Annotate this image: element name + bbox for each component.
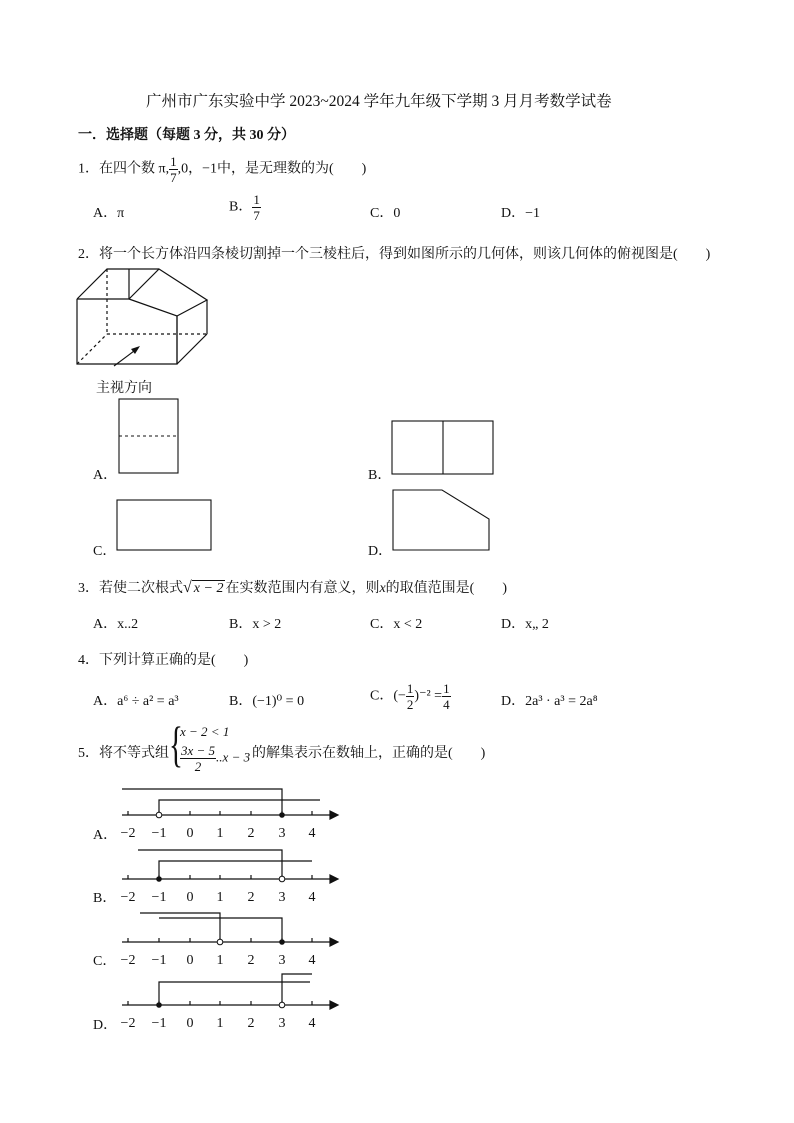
q4-option-b: B．(−1)⁰ = 0 (229, 694, 305, 709)
svg-text:3: 3 (278, 1016, 286, 1031)
sqrt-symbol: √ (183, 579, 192, 596)
svg-text:2: 2 (247, 953, 255, 968)
view-direction-label: 主视方向 (96, 381, 152, 396)
q2-option-a-label: A． (93, 468, 118, 483)
svg-text:0: 0 (186, 1016, 194, 1031)
q5-option-a-label: A． (93, 828, 118, 843)
svg-text:0: 0 (186, 826, 194, 841)
svg-text:1: 1 (216, 826, 224, 841)
q5-option-d-label: D． (93, 1018, 118, 1033)
system-brace: { (169, 718, 183, 773)
q2-option-d-view (392, 489, 492, 552)
svg-text:4: 4 (308, 890, 316, 905)
q1-fraction: $\frac{1}{7}$ (170, 154, 177, 185)
question-5-prefix: 5．将不等式组 (78, 746, 169, 761)
q3-option-c: C．x < 2 (370, 617, 423, 632)
q1-option-c: C．0 (370, 206, 401, 221)
svg-text:1: 1 (216, 953, 224, 968)
svg-text:−1: −1 (151, 890, 167, 905)
q1-prefix: 1．在四个数 π, (78, 161, 170, 177)
svg-text:2: 2 (247, 1016, 255, 1031)
q4-option-a: A．a⁶ ÷ a² = a³ (93, 694, 179, 709)
q3-option-d: D．x„ 2 (501, 617, 549, 632)
q1-option-a: A．π (93, 206, 125, 221)
q5-option-c-numberline (118, 909, 342, 971)
svg-text:4: 4 (308, 826, 316, 841)
question-2: 2．将一个长方体沿四条棱切割掉一个三棱柱后，得到如图所示的几何体，则该几何体的俯视图是( ) (78, 247, 711, 262)
q3-option-a: A．x..2 (93, 617, 139, 632)
q5-option-b-label: B． (93, 891, 117, 906)
svg-text:3: 3 (278, 826, 286, 841)
q3-option-b: B．x > 2 (229, 617, 282, 632)
q4-option-c: C．(− $\frac{1}{2}$ )⁻² = $\frac{1}{4}$ (370, 681, 450, 712)
inequality-2: $\frac{3x - 5}{2}$ ..x − 3 (181, 743, 251, 774)
svg-text:3: 3 (278, 890, 286, 905)
svg-text:0: 0 (186, 890, 194, 905)
svg-text:1: 1 (216, 1016, 224, 1031)
svg-text:−1: −1 (151, 826, 167, 841)
svg-text:−1: −1 (151, 953, 167, 968)
question-1 (78, 155, 366, 184)
svg-text:−1: −1 (151, 1016, 167, 1031)
svg-text:2: 2 (247, 826, 255, 841)
q1-option-b: B． $\frac{1}{7}$ (229, 192, 260, 223)
q2-option-c-view (116, 499, 213, 552)
q2-option-b-label: B． (368, 468, 392, 483)
q2-option-d-label: D． (368, 544, 393, 559)
inequality-1: x − 2 < 1 (180, 724, 230, 739)
q4-option-d: D．2a³ · a³ = 2a⁸ (501, 694, 598, 709)
question-4: 4．下列计算正确的是( ) (78, 653, 249, 668)
svg-text:0: 0 (186, 953, 194, 968)
svg-text:−2: −2 (120, 953, 136, 968)
section-heading: 一．选择题（每题 3 分，共 30 分） (78, 128, 295, 143)
q2-option-a-view (118, 398, 180, 475)
q5-option-c-label: C． (93, 954, 117, 969)
q2-option-b-view (391, 420, 495, 476)
svg-text:2: 2 (247, 890, 255, 905)
q1-suffix: ,0，−1中，是无理数的为( ) (177, 161, 367, 177)
svg-text:−2: −2 (120, 1016, 136, 1031)
q5-option-a-numberline (118, 782, 342, 844)
svg-text:3: 3 (278, 953, 286, 968)
svg-text:−2: −2 (120, 890, 136, 905)
question-5-suffix: 的解集表示在数轴上，正确的是( ) (252, 746, 486, 761)
svg-text:4: 4 (308, 1016, 316, 1031)
svg-text:1: 1 (216, 890, 224, 905)
page-title: 广州市广东实验中学 2023~2024 学年九年级下学期 3 月月考数学试卷 (146, 93, 612, 110)
q2-option-c-label: C． (93, 544, 117, 559)
solid-figure (74, 266, 214, 370)
svg-text:−2: −2 (120, 826, 136, 841)
svg-text:4: 4 (308, 953, 316, 968)
question-3: 3．若使二次根式√ x − 2 在实数范围内有意义，则x的取值范围是( ) (78, 579, 507, 596)
q1-option-d: D．−1 (501, 206, 541, 221)
q5-option-d-numberline (118, 972, 342, 1034)
sqrt-radicand: x − 2 (193, 581, 224, 596)
q5-option-b-numberline (118, 846, 342, 908)
